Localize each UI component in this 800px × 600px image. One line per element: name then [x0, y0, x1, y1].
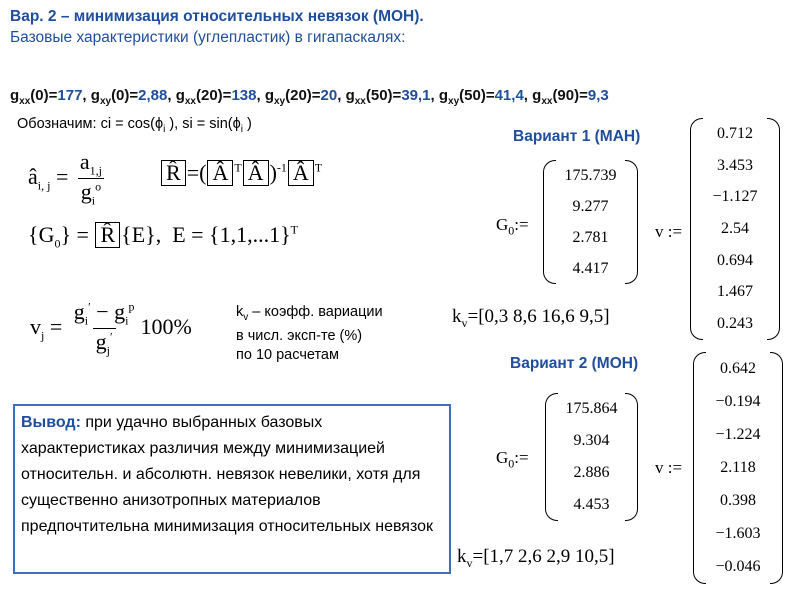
conclusion-box [13, 404, 451, 574]
v-entry: 0.694 [717, 251, 753, 269]
variant2-v-vector [693, 352, 783, 584]
variant2-g0-label: $G_0:=$ [496, 448, 529, 471]
v-entry: 1.467 [717, 283, 753, 301]
v-entry: 0.712 [717, 124, 753, 142]
notation-line: Обозначим: ci = $\cos(\phi_i$ ), si = $\sin(\phi_i$ ) [17, 116, 252, 135]
base-parameters [10, 87, 609, 107]
v-entry: 2.54 [721, 219, 749, 237]
v-entry: −0.046 [715, 558, 761, 576]
g0-entry: 2.886 [573, 464, 610, 481]
v-entry: 0.642 [720, 359, 756, 377]
formula-a-hat: $â_{i, j}$ = $\frac{a_{1,j}}{g_i^o}$ [28, 150, 108, 208]
variant1-v-vector [690, 118, 780, 340]
slide-subtitle: Базовые характеристики (углепластик) в гигапаскалях: [10, 29, 406, 46]
g0-entry: 4.417 [572, 259, 609, 277]
v-entry: 3.453 [717, 156, 753, 174]
formula-r-hat: R̂ =( Â $^T$ Â )$^{-1}$ Â $^T$ [160, 160, 322, 186]
v-entry: −1.224 [715, 425, 761, 443]
v-entry: 2.118 [720, 458, 756, 476]
param-item: $g_{xy}(0)=2,88$, [90, 87, 176, 107]
variant2-g0-vector [545, 393, 638, 521]
formula-g0: $\{G_0\}$ = R̂ {E}, $E = \{1,1,...1\}^T$ [28, 222, 299, 251]
g0-entry: 2.781 [572, 228, 609, 246]
v-entry: 0.243 [717, 315, 753, 333]
v-entry: −0.194 [715, 392, 761, 410]
variant2-v-label: v := [655, 458, 683, 477]
v-entry: −1.603 [715, 525, 761, 543]
variant2-kv: $k_v=[1,7$ 2,6 2,9 10,5] [457, 546, 615, 570]
formula-variation: $v_j$ = $\frac{g_i' - g_i^p}{g_j'}$ 100% [30, 299, 192, 357]
conclusion-text: при удачно выбранных базовых характеристиках различия между минимизацией относительн. и абсолютн. невязок невелики, хотя для существенно анизотропных материалов предпочтительна минимизация относительных невязок [21, 414, 434, 535]
param-item: $g_{xx}(90)=9,3$ [532, 87, 609, 107]
g0-entry: 175.739 [564, 166, 617, 184]
g0-entry: 9.304 [573, 432, 610, 449]
variant1-g0-label: $G_0:=$ [496, 215, 529, 238]
param-item: $g_{xx}(50)=39,1$, [345, 87, 439, 107]
g0-entry: 175.864 [565, 400, 618, 417]
conclusion-header: Вывод: [21, 414, 81, 431]
kv-note: $k_v$ – коэфф. вариации в числ. эксп-те (%) по 10 расчетам [236, 304, 383, 363]
param-item: $g_{xy}(50)=41,4$, [438, 87, 533, 107]
g0-entry: 4.453 [573, 496, 610, 513]
v-entry: −1.127 [712, 188, 758, 206]
slide-title: Вар. 2 – минимизация относительных невязок (МОН). [10, 8, 424, 25]
g0-entry: 9.277 [572, 197, 609, 215]
param-item: $g_{xy}(20)=20$, [264, 87, 346, 107]
variant1-g0-vector [543, 160, 638, 284]
variant1-title: Вариант 1 (МАН) [513, 128, 641, 145]
param-item: $g_{xx}(20)=138$, [175, 87, 265, 107]
param-item: $g_{xx}(0)=177$, [10, 87, 91, 107]
variant2-title: Вариант 2 (МОН) [510, 355, 639, 372]
variant1-v-label: v := [655, 222, 683, 241]
v-entry: 0.398 [720, 492, 756, 510]
variant1-kv: $k_v=[0,3$ 8,6 16,6 9,5] [452, 306, 610, 330]
